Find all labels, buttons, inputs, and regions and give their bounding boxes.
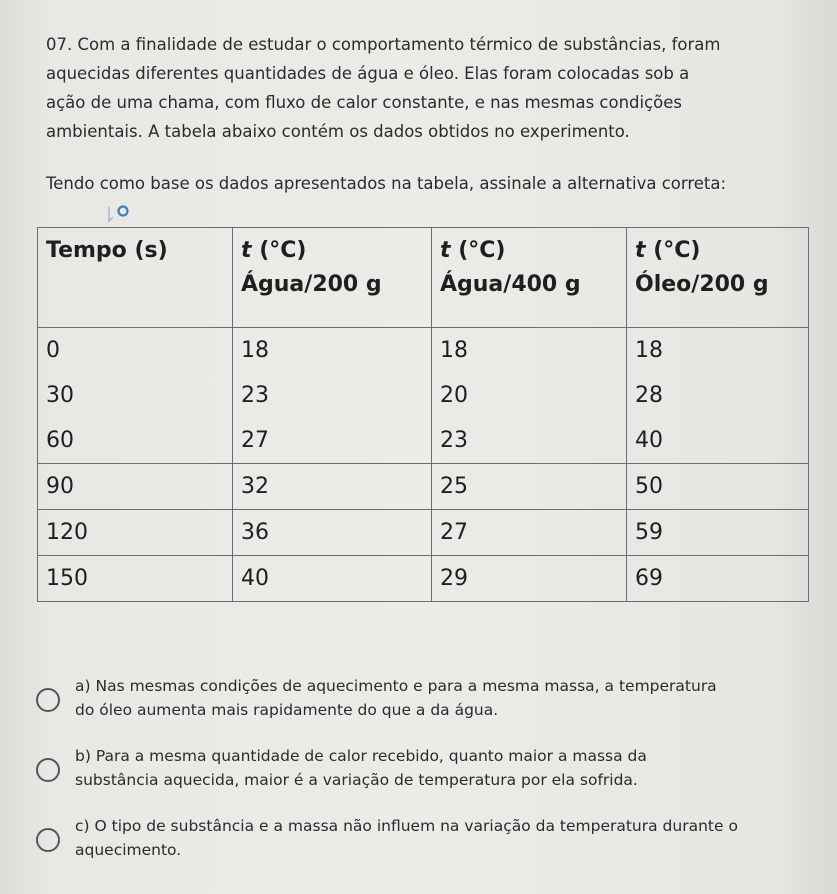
table-row — [38, 510, 809, 556]
header-label: Óleo/200 g — [635, 272, 769, 297]
header-var: t — [635, 238, 646, 263]
option-label — [75, 744, 835, 792]
question-line: 07. Com a finalidade de estudar o comportamento térmico de substâncias, foram — [46, 35, 721, 54]
table-cell: 30 — [38, 373, 233, 418]
option-b[interactable] — [36, 744, 826, 814]
table-cell: 0 — [38, 328, 233, 374]
header-var: t — [440, 238, 451, 263]
header-agua-400 — [432, 228, 627, 328]
table-cell: 150 — [38, 556, 233, 602]
option-a[interactable] — [36, 674, 826, 744]
table-cell: 23 — [432, 418, 627, 464]
question-line: ambientais. A tabela abaixo contém os dados obtidos no experimento. — [46, 122, 630, 141]
table-cell: 18 — [233, 328, 432, 374]
table-cell: 120 — [38, 510, 233, 556]
question-text — [46, 30, 806, 146]
table-cell: 36 — [233, 510, 432, 556]
option-line: substância aquecida, maior é a variação de temperatura por ela sofrida. — [75, 771, 638, 789]
table-cell: 28 — [627, 373, 809, 418]
question-line: aquecidas diferentes quantidades de água e óleo. Elas foram colocadas sob a — [46, 64, 690, 83]
table-header-row — [38, 228, 809, 328]
table-cell: 69 — [627, 556, 809, 602]
header-tempo — [38, 228, 233, 328]
header-label: Água/400 g — [440, 272, 581, 297]
table-cell: 60 — [38, 418, 233, 464]
table-cell: 90 — [38, 464, 233, 510]
table-cell: 23 — [233, 373, 432, 418]
table-cell: 27 — [233, 418, 432, 464]
header-unit: (°C) — [653, 238, 701, 263]
mouse-cursor-icon — [106, 203, 134, 229]
table-row — [38, 556, 809, 602]
option-line: b) Para a mesma quantidade de calor recebido, quanto maior a massa da — [75, 747, 647, 765]
radio-button[interactable] — [36, 758, 60, 782]
data-table — [37, 227, 809, 602]
option-label — [75, 814, 835, 862]
option-line: c) O tipo de substância e a massa não influem na variação da temperatura durante o — [75, 817, 738, 835]
table-row — [38, 418, 809, 464]
header-agua-200 — [233, 228, 432, 328]
option-line: do óleo aumenta mais rapidamente do que a da água. — [75, 701, 499, 719]
table-cell: 59 — [627, 510, 809, 556]
table-cell: 40 — [233, 556, 432, 602]
header-label: Água/200 g — [241, 272, 382, 297]
header-label: Tempo (s) — [46, 238, 168, 263]
answer-options — [36, 674, 826, 884]
table-cell: 25 — [432, 464, 627, 510]
radio-button[interactable] — [36, 688, 60, 712]
table-row — [38, 464, 809, 510]
header-var: t — [241, 238, 252, 263]
header-unit: (°C) — [259, 238, 307, 263]
table-cell: 32 — [233, 464, 432, 510]
table-cell: 27 — [432, 510, 627, 556]
table-row — [38, 373, 809, 418]
table-row — [38, 328, 809, 374]
table-cell: 20 — [432, 373, 627, 418]
table-cell: 40 — [627, 418, 809, 464]
option-c[interactable] — [36, 814, 826, 884]
table-cell: 50 — [627, 464, 809, 510]
question-prompt: Tendo como base os dados apresentados na tabela, assinale a alternativa correta: — [46, 174, 727, 193]
option-line: a) Nas mesmas condições de aquecimento e para a mesma massa, a temperatura — [75, 677, 717, 695]
table-cell: 18 — [627, 328, 809, 374]
table-cell: 18 — [432, 328, 627, 374]
radio-button[interactable] — [36, 828, 60, 852]
table-cell: 29 — [432, 556, 627, 602]
option-label — [75, 674, 835, 722]
header-unit: (°C) — [458, 238, 506, 263]
option-line: aquecimento. — [75, 841, 182, 859]
question-line: ação de uma chama, com fluxo de calor constante, e nas mesmas condições — [46, 93, 683, 112]
header-oleo-200 — [627, 228, 809, 328]
